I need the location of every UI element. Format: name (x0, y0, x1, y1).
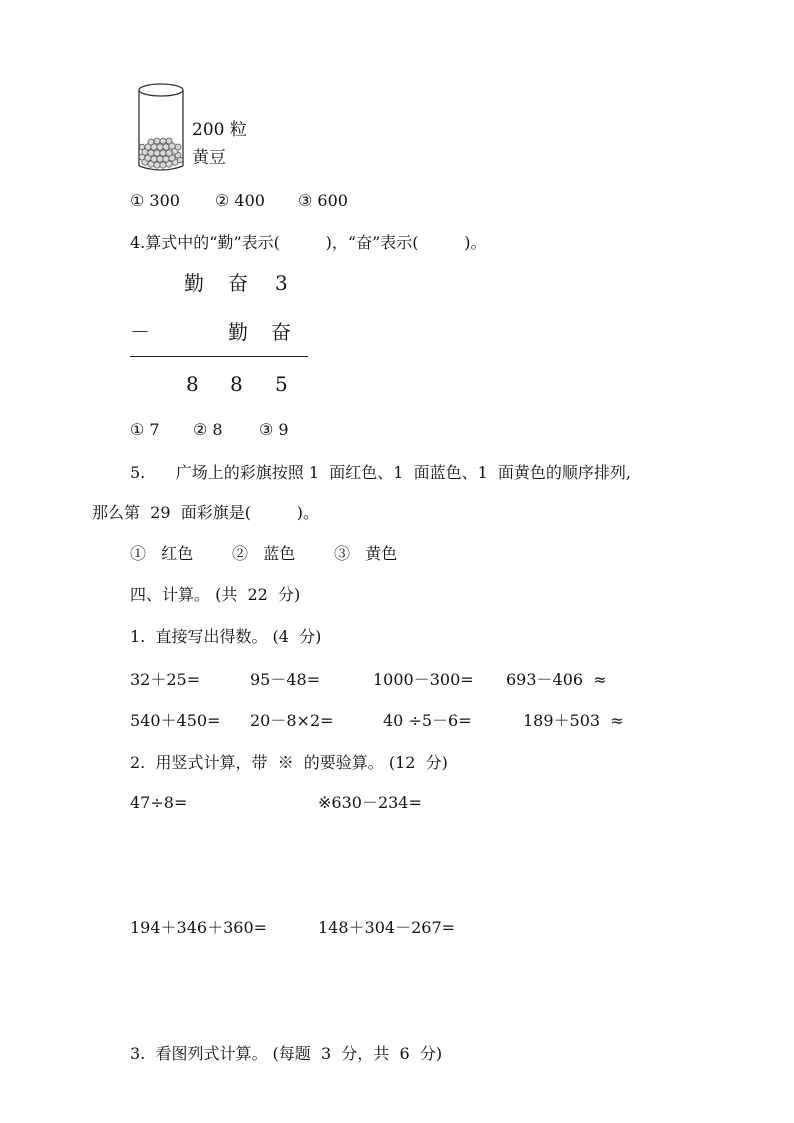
p1-r2-c4: 189＋503 ≈ (523, 711, 624, 730)
q4-option-1: ① 7 (130, 420, 160, 439)
p1-r2-c3: 40 ÷5－6= (383, 711, 472, 730)
part2-title: 2. 用竖式计算，带 ※ 的要验算。 (12 分) (130, 753, 448, 772)
jar-icon (136, 82, 192, 174)
q5-line1: 5. 广场上的彩旗按照 1 面红色、1 面蓝色、1 面黄色的顺序排列, (130, 463, 632, 482)
section4-title: 四、计算。 (共 22 分) (130, 585, 301, 604)
p1-r1-c4: 693－406 ≈ (506, 670, 607, 689)
q4-row1-digit3: 3 (275, 271, 288, 295)
q3-option-1: ① 300 (130, 191, 180, 210)
part3-title: 3. 看图列式计算。 (每题 3 分，共 6 分) (130, 1044, 443, 1063)
jar-count-label: 200 粒 (192, 120, 247, 140)
p2-problem-1: 47÷8= (130, 793, 188, 812)
p2-problem-4: 148＋304－267= (318, 918, 456, 937)
q4-result-digit3: 5 (275, 372, 288, 396)
q4-result-digit1: 8 (186, 372, 199, 396)
p1-r1-c3: 1000－300= (373, 670, 474, 689)
p2-problem-3: 194＋346＋360= (130, 918, 268, 937)
q4-question: 4.算式中的“勤”表示( )，“奋”表示( )。 (130, 233, 487, 252)
q4-minus-sign: － (130, 320, 150, 344)
p1-r1-c2: 95－48= (250, 670, 321, 689)
p1-r2-c2: 20－8×2= (250, 711, 334, 730)
p1-r2-c1: 540＋450= (130, 711, 221, 730)
q5-option-1: ① 红色 (130, 544, 194, 563)
q4-row2-digit2: 奋 (271, 320, 291, 344)
part1-title: 1. 直接写出得数。 (4 分) (130, 627, 322, 646)
q5-option-2: ② 蓝色 (232, 544, 296, 563)
q4-option-2: ② 8 (193, 420, 223, 439)
q5-option-3: ③ 黄色 (334, 544, 398, 563)
q4-sum-rule (130, 356, 308, 357)
jar-illustration (136, 82, 192, 174)
q5-line2: 那么第 29 面彩旗是( )。 (92, 503, 319, 522)
q3-option-3: ③ 600 (298, 191, 348, 210)
jar-item-label: 黄豆 (192, 148, 226, 168)
q4-result-digit2: 8 (230, 372, 243, 396)
q4-row2-digit1: 勤 (228, 320, 248, 344)
p2-problem-2: ※630－234= (318, 793, 422, 812)
q3-option-2: ② 400 (215, 191, 265, 210)
q4-row1-digit1: 勤 (184, 271, 204, 295)
q4-option-3: ③ 9 (259, 420, 289, 439)
q4-row1-digit2: 奋 (228, 271, 248, 295)
p1-r1-c1: 32＋25= (130, 670, 201, 689)
